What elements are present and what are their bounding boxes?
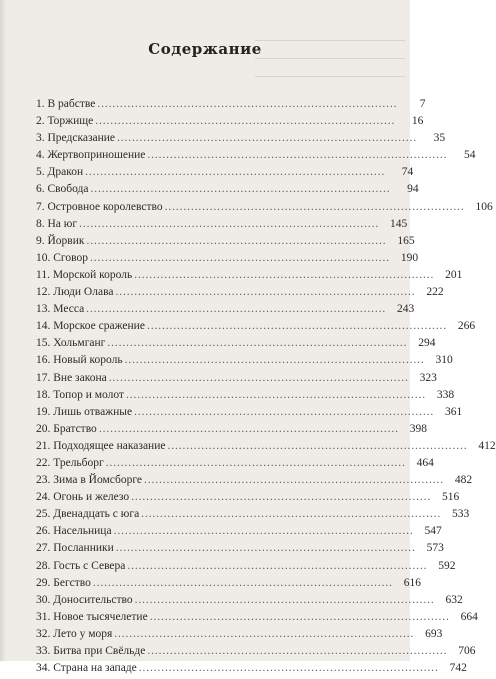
toc-entry [36, 303, 415, 320]
dot-leader [117, 132, 415, 144]
chapter-title: 27. Посланники [36, 542, 114, 555]
chapter-title: 13. Месса [36, 303, 85, 316]
toc-entry [36, 439, 496, 457]
page-number: 338 [436, 388, 455, 401]
dot-leader [107, 337, 405, 349]
page-number: 573 [426, 542, 444, 555]
page-number: 7 [419, 98, 426, 110]
toc-entry [36, 166, 414, 183]
chapter-title: 33. Битва при Свёльде [36, 645, 146, 657]
chapter-title: 21. Подходящее наказание [36, 439, 166, 452]
toc-entry [36, 491, 460, 508]
toc-entry [36, 474, 473, 491]
page-number: 35 [433, 132, 446, 145]
chapter-title: 12. Люди Олава [36, 286, 114, 299]
toc-entry [36, 576, 422, 594]
chapter-title: 14. Морское сражение [36, 320, 145, 333]
page-number: 412 [478, 439, 496, 452]
page-number: 616 [403, 576, 422, 589]
toc-entry [36, 183, 419, 200]
toc-entry [36, 525, 442, 542]
dot-leader [147, 320, 445, 332]
page-number: 16 [411, 115, 424, 128]
dot-leader [141, 508, 439, 520]
page-number: 222 [426, 286, 444, 299]
toc-entry [36, 286, 444, 303]
toc-entry [36, 320, 476, 337]
dot-leader [139, 662, 437, 674]
toc-entry [36, 115, 424, 132]
chapter-title: 29. Бегство [36, 576, 91, 589]
chapter-title: 22. Трельборг [36, 456, 104, 469]
dot-leader [99, 423, 397, 435]
dot-leader [150, 611, 448, 623]
chapter-title: 1. В рабстве [36, 98, 96, 110]
toc-entry [36, 371, 437, 389]
toc-entry [36, 559, 456, 577]
toc-entry [36, 593, 463, 611]
toc-entry [36, 354, 453, 371]
dot-leader [86, 235, 384, 247]
page-number: 516 [442, 491, 460, 504]
dot-leader [97, 98, 395, 110]
table-of-contents [36, 98, 496, 679]
toc-entry [36, 337, 436, 354]
dot-leader [167, 440, 465, 452]
dot-leader [115, 286, 413, 298]
chapter-title: 30. Доносительство [36, 593, 133, 606]
dot-leader [116, 542, 414, 554]
chapter-title: 7. Островное королевство [36, 200, 163, 213]
page-number: 165 [397, 234, 415, 247]
toc-entry [36, 132, 446, 149]
page-number: 243 [397, 303, 415, 316]
chapter-title: 9. Йорвик [36, 234, 85, 247]
chapter-title: 2. Торжище [36, 115, 94, 128]
chapter-title: 34. Страна на западе [36, 662, 137, 675]
page-number: 398 [409, 422, 427, 435]
chapter-title: 28. Гость с Севера [36, 559, 126, 572]
dot-leader [147, 149, 445, 161]
toc-entry [36, 251, 419, 269]
page-number: 145 [389, 217, 408, 230]
page-number: 693 [425, 627, 443, 640]
page-number: 190 [400, 251, 419, 264]
page-number: 664 [460, 610, 478, 623]
toc-entry [36, 662, 467, 679]
toc-entry [36, 388, 455, 406]
page-number: 706 [458, 645, 476, 657]
dot-leader [86, 303, 384, 315]
page-gutter-shadow [0, 0, 6, 661]
toc-entry [36, 645, 476, 662]
page-number: 533 [452, 508, 470, 521]
dot-leader [147, 645, 445, 657]
chapter-title: 31. Новое тысячелетие [36, 610, 148, 623]
page-number: 742 [449, 662, 467, 675]
dot-leader [91, 183, 389, 195]
chapter-title: 18. Топор и молот [36, 388, 124, 401]
chapter-title: 26. Насельница [36, 525, 112, 538]
toc-entry [36, 405, 463, 423]
page-number: 201 [445, 268, 463, 281]
chapter-title: 3. Предсказание [36, 132, 116, 145]
page-number: 266 [457, 320, 476, 333]
chapter-title: 15. Хольмганг [36, 337, 106, 350]
page-number: 464 [416, 456, 434, 469]
page-number: 592 [438, 559, 456, 572]
toc-entry [36, 627, 443, 645]
dot-leader [135, 594, 433, 606]
chapter-title: 4. Жертвоприношение [36, 149, 146, 162]
toc-entry [36, 422, 427, 440]
chapter-title: 20. Братство [36, 422, 97, 435]
toc-entry [36, 508, 470, 525]
page-number: 482 [454, 474, 473, 487]
dot-leader [131, 491, 429, 503]
dot-leader [95, 115, 393, 127]
chapter-title: 32. Лето у моря [36, 627, 113, 640]
toc-entry [36, 542, 444, 559]
dot-leader [126, 389, 424, 401]
chapter-title: 6. Свобода [36, 183, 89, 196]
page-number: 294 [418, 337, 436, 350]
page-number: 632 [445, 593, 463, 606]
dot-leader [114, 628, 412, 640]
page-number: 106 [475, 200, 493, 213]
toc-entry [36, 149, 476, 166]
page-number: 323 [419, 371, 437, 384]
dot-leader [125, 354, 423, 366]
page-number: 361 [445, 405, 463, 418]
dot-leader [127, 560, 425, 572]
toc-entry [36, 456, 434, 474]
dot-leader [114, 525, 412, 537]
dot-leader [85, 166, 383, 178]
dot-leader [93, 577, 391, 589]
dot-leader [79, 218, 377, 230]
toc-entry [36, 217, 408, 235]
page-number: 547 [424, 525, 442, 538]
chapter-title: 11. Морской король [36, 268, 133, 281]
chapter-title: 19. Лишь отважные [36, 405, 133, 418]
dot-leader [106, 457, 404, 469]
page-number: 54 [464, 149, 476, 162]
page-title: Содержание [148, 40, 262, 58]
toc-entry [36, 98, 426, 115]
toc-entry [36, 268, 463, 286]
chapter-title: 23. Зима в Йомсборге [36, 474, 143, 487]
toc-entry [36, 610, 478, 628]
page-number: 74 [401, 166, 414, 179]
chapter-title: 25. Двенадцать с юга [36, 508, 140, 521]
dot-leader [90, 252, 388, 264]
chapter-title: 24. Огонь и железо [36, 491, 130, 504]
dot-leader [134, 269, 432, 281]
toc-entry [36, 234, 415, 252]
chapter-title: 8. На юг [36, 217, 78, 230]
page-number: 310 [435, 354, 453, 367]
dot-leader [144, 474, 442, 486]
page-number: 94 [407, 183, 419, 196]
dot-leader [109, 372, 407, 384]
chapter-title: 10. Сговор [36, 251, 88, 264]
chapter-title: 17. Вне закона [36, 371, 107, 384]
dot-leader [165, 201, 463, 213]
chapter-title: 5. Дракон [36, 166, 84, 179]
toc-entry [36, 200, 493, 218]
dot-leader [134, 406, 432, 418]
chapter-title: 16. Новый король [36, 354, 123, 367]
